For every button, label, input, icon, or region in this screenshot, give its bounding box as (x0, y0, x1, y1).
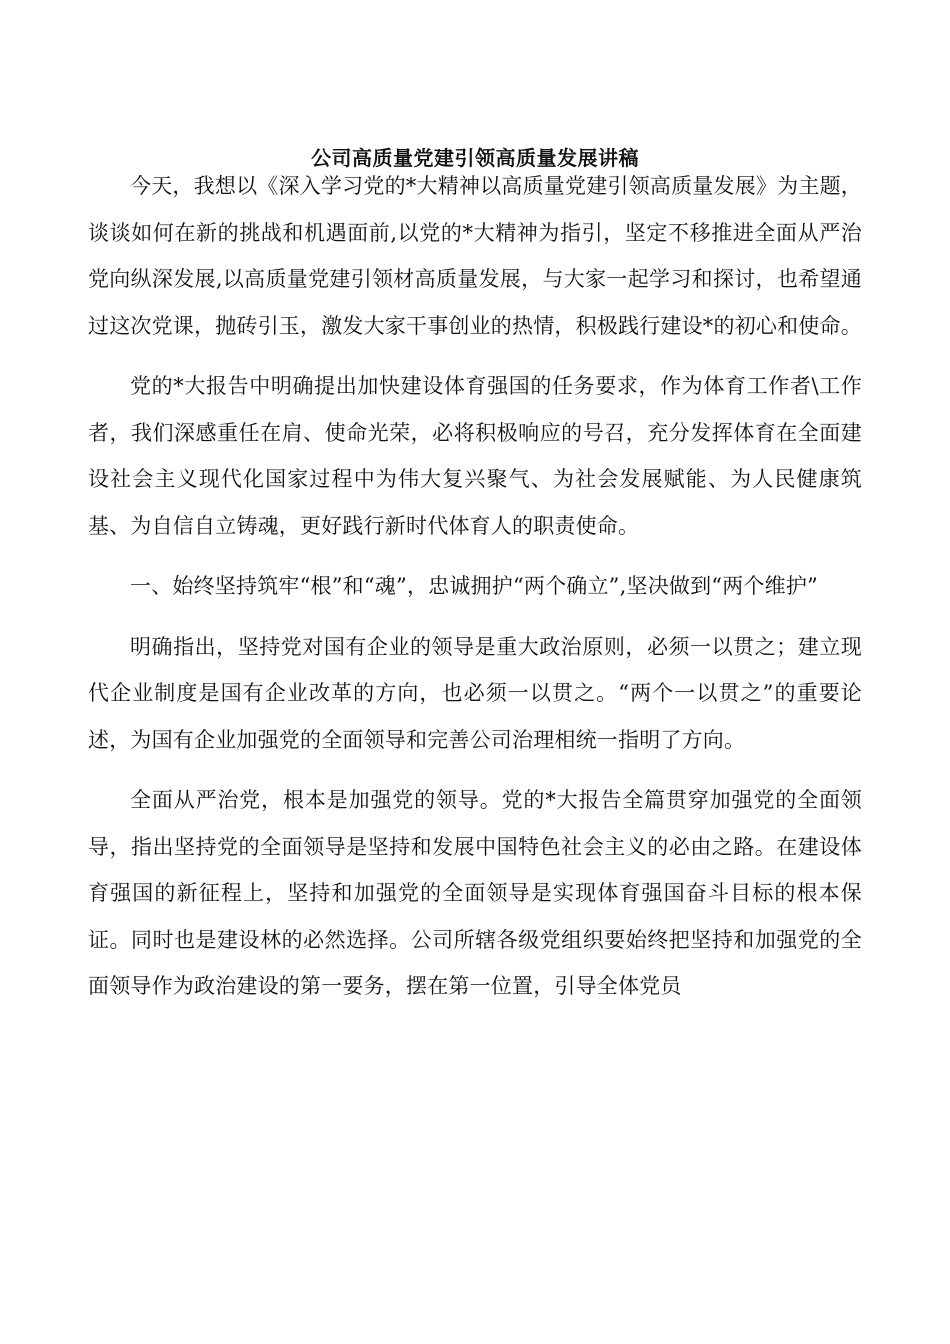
paragraph-intro: 今天，我想以《深入学习党的*大精神以高质量党建引领高质量发展》为主题，谈谈如何在新的挑战和机遇面前,以党的*大精神为指引，坚定不移推进全面从严治党向纵深发展,以高质量党建引领材高质量发展，与大家一起学习和探讨，也希望通过这次党课，抛砖引玉，激发大家干事创业的热情，积极践行建设*的初心和使命。 (88, 174, 862, 338)
document-body (88, 163, 862, 1010)
paragraph-two-consistencies: 明确指出，坚持党对国有企业的领导是重大政治原则，必须一以贯之；建立现代企业制度是国有企业改革的方向，也必须一以贯之。“两个一以贯之”的重要论述，为国有企业加强党的全面领导和完善公司治理相统一指明了方向。 (88, 634, 862, 752)
section-heading-one: 一、始终坚持筑牢“根”和“魂”，忠诚拥护“两个确立”,坚决做到“两个维护” (130, 574, 818, 598)
document-title: 公司高质量党建引领高质量发展讲稿 (311, 146, 639, 170)
paragraph-party-leadership: 全面从严治党，根本是加强党的领导。党的*大报告全篇贯穿加强党的全面领导，指出坚持党的全面领导是坚持和发展中国特色社会主义的必由之路。在建设体育强国的新征程上，坚持和加强党的全面领导是实现体育强国奋斗目标的根本保证。同时也是建设林的必然选择。公司所辖各级党组织要始终把坚持和加强党的全面领导作为政治建设的第一要务，摆在第一位置，引导全体党员 (88, 788, 862, 998)
paragraph-sports-power: 党的*大报告中明确提出加快建设体育强国的任务要求，作为体育工作者\工作者，我们深感重任在肩、使命光荣，必将积极响应的号召，充分发挥体育在全面建设社会主义现代化国家过程中为伟大复兴聚气、为社会发展赋能、为人民健康筑基、为自信自立铸魂，更好践行新时代体育人的职责使命。 (88, 374, 862, 538)
